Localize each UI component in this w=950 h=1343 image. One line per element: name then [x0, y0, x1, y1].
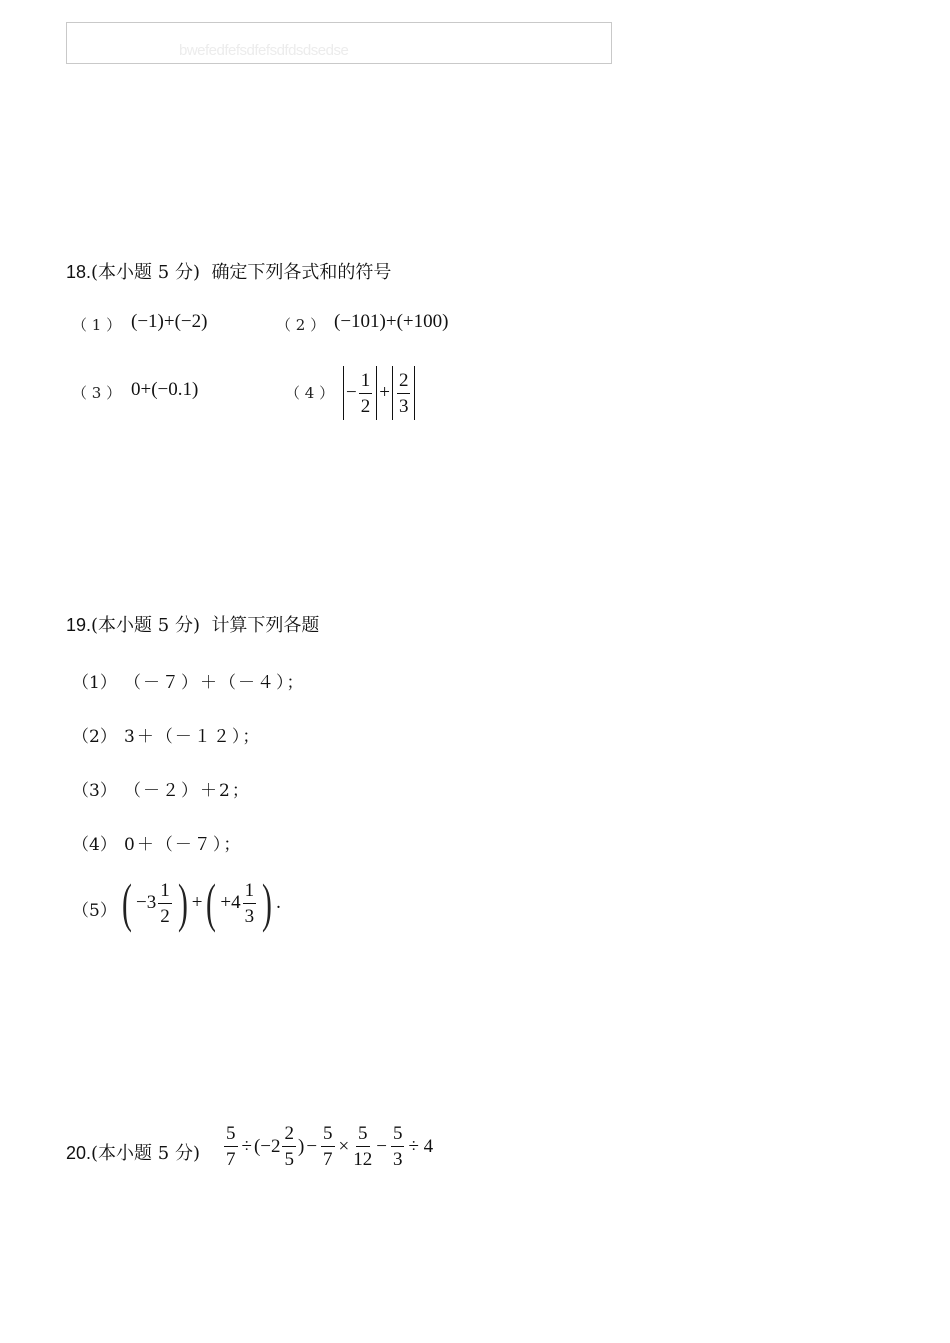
numerator: 1 — [243, 881, 257, 904]
q20-expr — [222, 1124, 435, 1169]
fraction-2-5 — [282, 1124, 296, 1169]
fraction-5-3 — [391, 1124, 405, 1169]
q19-item-3-label: （3） — [72, 781, 117, 801]
numerator: 5 — [224, 1124, 238, 1147]
q19-title — [66, 611, 319, 637]
q18-item-4-expr — [343, 366, 415, 420]
denominator: 7 — [226, 1149, 236, 1170]
header-box — [66, 22, 612, 64]
q18-prompt: 确定下列各式和的符号 — [211, 262, 392, 283]
q19-item-4-expr: 0＋（－７）； — [124, 835, 243, 855]
q19-item-5-label: （5） — [72, 901, 117, 921]
q20-meta: (本小题 5 分) — [91, 1143, 200, 1164]
q19-item-4-label: （4） — [72, 835, 117, 855]
minus-sign: − — [306, 1135, 318, 1157]
denominator: 3 — [398, 395, 409, 417]
q19-number: 19. — [66, 615, 92, 635]
q18-item-3-label: （ 3 ） — [72, 384, 122, 402]
left-paren: ( — [206, 873, 217, 933]
q20-number: 20. — [66, 1143, 92, 1163]
whole-part: −3 — [135, 892, 157, 913]
minus-sign: − — [346, 382, 357, 403]
fraction-1-3 — [243, 881, 257, 926]
minus-sign: − — [376, 1135, 387, 1157]
denominator: 2 — [160, 905, 170, 927]
fraction-5-7b — [321, 1124, 335, 1169]
numerator: 5 — [321, 1124, 335, 1147]
q19-meta: (本小题 5 分) — [91, 615, 200, 636]
denominator: 2 — [360, 395, 371, 417]
right-paren: ) — [177, 873, 188, 933]
fraction-2-3 — [397, 371, 411, 416]
numerator: 5 — [356, 1124, 370, 1147]
open-paren-whole: (−2 — [253, 1135, 281, 1157]
header-watermark: bwefedfefsdfefsdfdsdsedse — [179, 42, 349, 59]
times-sign: × — [338, 1135, 350, 1157]
q18-item-4-label: （ 4 ） — [285, 384, 335, 402]
whole-part: +4 — [220, 892, 241, 913]
numerator: 1 — [359, 371, 373, 394]
fraction-1-2 — [158, 881, 172, 926]
fraction-5-7 — [224, 1124, 238, 1169]
q19-item-3-expr: （－２）＋2； — [124, 781, 251, 801]
right-paren: ) — [262, 873, 273, 933]
numerator: 2 — [397, 371, 411, 394]
q18-item-3-expr: 0+(−0.1) — [131, 379, 199, 400]
q19-item-2-expr: 3＋（－１２）； — [124, 727, 262, 747]
q19-item-1-expr: （－７）＋（－４）； — [124, 673, 306, 693]
abs-value-2 — [392, 366, 416, 420]
period: . — [276, 892, 281, 913]
q18-title — [66, 258, 391, 284]
q18-item-1-expr: (−1)+(−2) — [131, 311, 208, 332]
numerator: 1 — [158, 881, 172, 904]
abs-value-1 — [343, 366, 377, 420]
divide-sign: ÷ — [241, 1135, 252, 1157]
numerator: 2 — [282, 1124, 296, 1147]
q18-item-2-expr: (−101)+(+100) — [334, 311, 449, 332]
q18-number: 18. — [66, 262, 92, 282]
q20-title — [66, 1139, 200, 1165]
q18-item-1-label: （ 1 ） — [72, 316, 122, 334]
close-paren: ) — [297, 1135, 305, 1157]
q19-prompt: 计算下列各题 — [211, 615, 320, 636]
plus-sign: + — [379, 382, 390, 403]
plus-sign: + — [191, 892, 203, 913]
fraction-5-12 — [353, 1124, 372, 1169]
q19-item-5-expr — [118, 873, 281, 933]
denominator: 3 — [392, 1149, 403, 1170]
left-paren: ( — [122, 873, 132, 933]
numerator: 5 — [391, 1124, 405, 1147]
denominator: 7 — [323, 1149, 333, 1170]
q18-meta: (本小题 5 分) — [91, 262, 200, 283]
q18-item-2-label: （ 2 ） — [276, 316, 326, 334]
denominator: 12 — [353, 1149, 373, 1170]
fraction-1-2 — [359, 371, 373, 416]
denominator: 3 — [244, 905, 255, 927]
q19-item-1-label: （1） — [72, 673, 117, 693]
q19-item-2-label: （2） — [72, 727, 117, 747]
denominator: 5 — [284, 1149, 294, 1170]
divide-by-four: ÷ 4 — [408, 1135, 434, 1157]
